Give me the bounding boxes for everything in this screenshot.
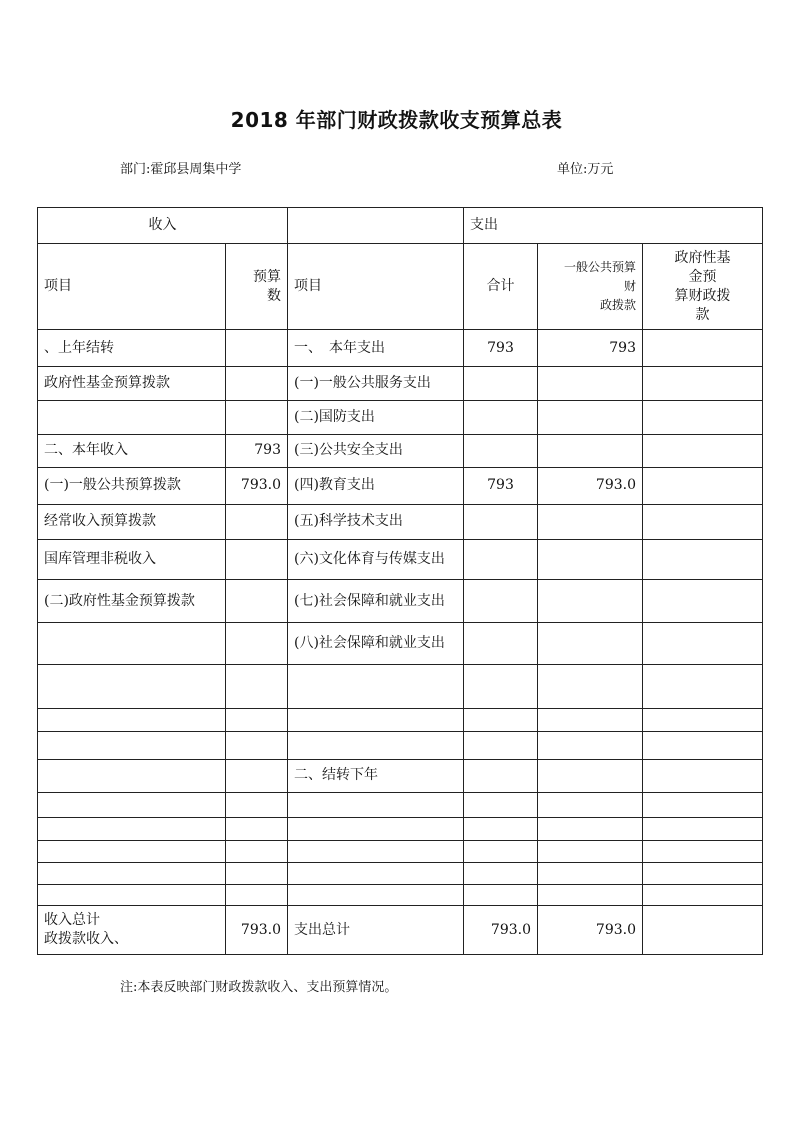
- expense-gov-cell: [643, 366, 763, 400]
- income-value-cell: [226, 504, 288, 539]
- income-item-cell: 经常收入预算拨款: [38, 504, 226, 539]
- expense-general-cell: [538, 885, 643, 906]
- unit-label: 单位:万元: [557, 162, 614, 177]
- expense-gov-cell: [643, 539, 763, 579]
- budget-amount-header: 预算 数: [226, 244, 288, 330]
- income-item-cell: [38, 862, 226, 884]
- expense-total-cell: [464, 434, 538, 467]
- expense-item-cell: (四)教育支出: [288, 468, 464, 504]
- income-item-cell: [38, 665, 226, 709]
- income-value-cell: 793: [226, 434, 288, 467]
- income-value-cell: [226, 366, 288, 400]
- table-row: [38, 401, 763, 434]
- table-row: [38, 330, 763, 366]
- expense-total-cell: 793: [464, 468, 538, 504]
- expense-item-cell: [288, 708, 464, 731]
- income-item-cell: 、上年结转: [38, 330, 226, 366]
- table-row: [38, 708, 763, 731]
- expense-general-cell: [538, 622, 643, 665]
- income-item-cell: [38, 622, 226, 665]
- income-item-cell: [38, 401, 226, 434]
- table-row: [38, 818, 763, 840]
- expense-total-label: 支出总计: [288, 906, 464, 955]
- table-row: [38, 840, 763, 862]
- income-item-header: 项目: [38, 244, 226, 330]
- income-item-cell: [38, 732, 226, 759]
- income-total-label: 收入总计 政拨款收入、: [38, 906, 226, 955]
- expense-header: 支出: [464, 208, 763, 244]
- expense-item-cell: [288, 862, 464, 884]
- expense-general-cell: [538, 792, 643, 817]
- table-row: [38, 580, 763, 623]
- expense-gov-cell: [643, 862, 763, 884]
- table-row: [38, 665, 763, 709]
- expense-total-cell: [464, 504, 538, 539]
- table-row: [38, 366, 763, 400]
- gov-fund-header: 政府性基 金预 算财政拨 款: [643, 244, 763, 330]
- expense-gov-cell: [643, 759, 763, 792]
- table-row: [38, 539, 763, 579]
- income-item-cell: [38, 792, 226, 817]
- section-header-row: [38, 208, 763, 244]
- income-value-cell: [226, 401, 288, 434]
- income-total-value: 793.0: [226, 906, 288, 955]
- expense-total-cell: [464, 665, 538, 709]
- expense-gov-cell: [643, 580, 763, 623]
- expense-gov-cell: [643, 622, 763, 665]
- expense-item-cell: (二)国防支出: [288, 401, 464, 434]
- expense-total-cell: [464, 732, 538, 759]
- expense-gov-cell: [643, 732, 763, 759]
- general-budget-header: 一般公共预算 财 政拨款: [538, 244, 643, 330]
- totals-row: [38, 906, 763, 955]
- income-value-cell: [226, 885, 288, 906]
- expense-total-cell: [464, 580, 538, 623]
- expense-general-cell: [538, 759, 643, 792]
- income-value-cell: [226, 580, 288, 623]
- expense-general-cell: [538, 580, 643, 623]
- income-item-cell: 政府性基金预算拨款: [38, 366, 226, 400]
- income-value-cell: [226, 622, 288, 665]
- table-row: [38, 504, 763, 539]
- expense-gov-cell: [643, 792, 763, 817]
- table-body: [38, 330, 763, 906]
- expense-item-cell: (八)社会保障和就业支出: [288, 622, 464, 665]
- expense-item-cell: (三)公共安全支出: [288, 434, 464, 467]
- income-item-cell: [38, 759, 226, 792]
- table-row: [38, 468, 763, 504]
- expense-general-cell: [538, 539, 643, 579]
- income-value-cell: [226, 539, 288, 579]
- expense-general-cell: [538, 504, 643, 539]
- income-value-cell: [226, 862, 288, 884]
- expense-general-cell: [538, 732, 643, 759]
- expense-item-cell: (六)文化体育与传媒支出: [288, 539, 464, 579]
- income-item-cell: 国库管理非税收入: [38, 539, 226, 579]
- expense-total-cell: 793: [464, 330, 538, 366]
- income-header: 收入: [38, 208, 288, 244]
- expense-total-value: 793.0: [464, 906, 538, 955]
- income-item-cell: 二、本年收入: [38, 434, 226, 467]
- income-item-cell: [38, 818, 226, 840]
- table-row: [38, 759, 763, 792]
- income-value-cell: [226, 732, 288, 759]
- expense-item-cell: 二、结转下年: [288, 759, 464, 792]
- expense-item-cell: (一)一般公共服务支出: [288, 366, 464, 400]
- expense-general-cell: [538, 862, 643, 884]
- income-value-cell: [226, 665, 288, 709]
- expense-item-cell: [288, 732, 464, 759]
- expense-item-cell: 一、 本年支出: [288, 330, 464, 366]
- expense-item-cell: [288, 840, 464, 862]
- expense-general-cell: [538, 708, 643, 731]
- income-value-cell: [226, 708, 288, 731]
- expense-gov-cell: [643, 840, 763, 862]
- expense-gov-cell: [643, 330, 763, 366]
- table-row: [38, 885, 763, 906]
- table-row: [38, 622, 763, 665]
- expense-gov-cell: [643, 885, 763, 906]
- expense-gov-cell: [643, 665, 763, 709]
- expense-total-cell: [464, 708, 538, 731]
- table-row: [38, 792, 763, 817]
- income-value-cell: [226, 330, 288, 366]
- budget-table: [37, 207, 763, 955]
- expense-general-cell: [538, 840, 643, 862]
- expense-gov-cell: [643, 504, 763, 539]
- expense-total-cell: [464, 539, 538, 579]
- expense-general-cell: [538, 818, 643, 840]
- income-item-cell: (二)政府性基金预算拨款: [38, 580, 226, 623]
- income-value-cell: [226, 792, 288, 817]
- footnote: 注:本表反映部门财政拨款收入、支出预算情况。: [120, 980, 398, 995]
- expense-total-cell: [464, 862, 538, 884]
- income-value-cell: [226, 840, 288, 862]
- expense-total-cell: [464, 840, 538, 862]
- expense-total-cell: [464, 792, 538, 817]
- expense-item-header: 项目: [288, 244, 464, 330]
- income-value-cell: 793.0: [226, 468, 288, 504]
- income-item-cell: [38, 708, 226, 731]
- expense-item-cell: [288, 885, 464, 906]
- income-item-cell: [38, 885, 226, 906]
- column-header-row: [38, 244, 763, 330]
- income-item-cell: [38, 840, 226, 862]
- income-value-cell: [226, 759, 288, 792]
- expense-general-cell: [538, 366, 643, 400]
- expense-item-cell: [288, 665, 464, 709]
- expense-general-cell: 793: [538, 330, 643, 366]
- expense-gov-total: [643, 906, 763, 955]
- expense-gov-cell: [643, 434, 763, 467]
- expense-general-total: 793.0: [538, 906, 643, 955]
- expense-gov-cell: [643, 401, 763, 434]
- expense-total-cell: [464, 818, 538, 840]
- header-spacer: [288, 208, 464, 244]
- total-header: 合计: [464, 244, 538, 330]
- expense-item-cell: (七)社会保障和就业支出: [288, 580, 464, 623]
- expense-total-cell: [464, 366, 538, 400]
- expense-item-cell: (五)科学技术支出: [288, 504, 464, 539]
- expense-total-cell: [464, 759, 538, 792]
- department-label: 部门:霍邱县周集中学: [120, 162, 242, 177]
- expense-general-cell: [538, 434, 643, 467]
- expense-general-cell: [538, 401, 643, 434]
- expense-total-cell: [464, 885, 538, 906]
- expense-item-cell: [288, 818, 464, 840]
- income-value-cell: [226, 818, 288, 840]
- expense-gov-cell: [643, 468, 763, 504]
- income-item-cell: (一)一般公共预算拨款: [38, 468, 226, 504]
- table-row: [38, 862, 763, 884]
- expense-gov-cell: [643, 818, 763, 840]
- expense-general-cell: [538, 665, 643, 709]
- expense-item-cell: [288, 792, 464, 817]
- expense-total-cell: [464, 622, 538, 665]
- expense-total-cell: [464, 401, 538, 434]
- table-row: [38, 434, 763, 467]
- table-row: [38, 732, 763, 759]
- expense-general-cell: 793.0: [538, 468, 643, 504]
- expense-gov-cell: [643, 708, 763, 731]
- page-title: 2018 年部门财政拨款收支预算总表: [230, 108, 563, 132]
